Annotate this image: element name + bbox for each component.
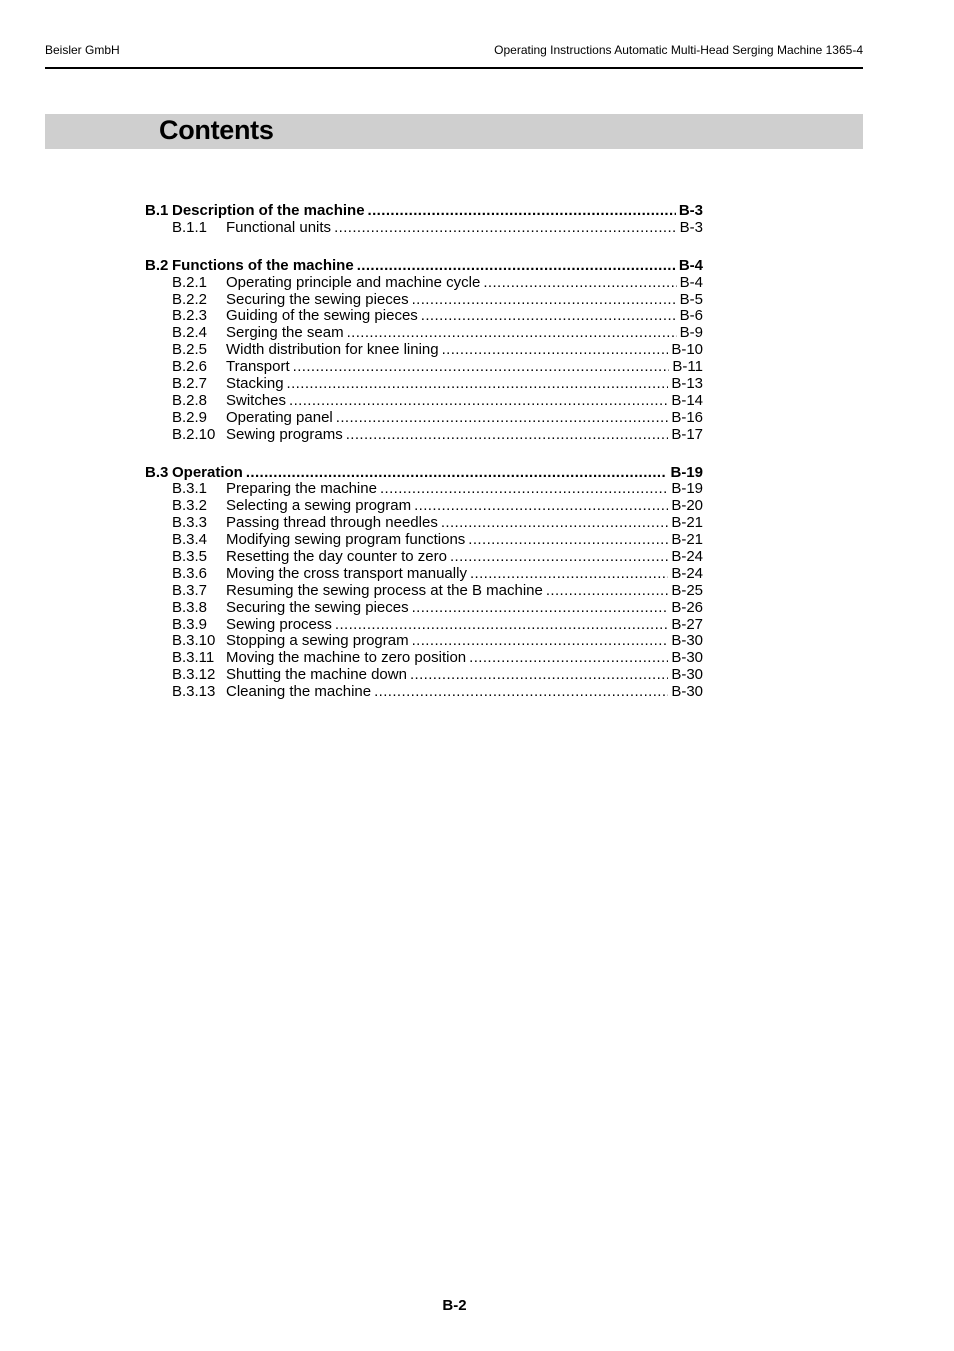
toc-entry-page: B-6: [679, 307, 703, 325]
toc-entry-page: B-19: [671, 480, 703, 498]
toc-section-entry[interactable]: [145, 684, 703, 701]
toc-entry-page: B-19: [670, 463, 703, 481]
toc-entry-page: B-21: [671, 514, 703, 532]
toc-entry-title: Shutting the machine down: [226, 666, 407, 684]
toc-dot-leader: [421, 308, 677, 325]
toc-entry-page: B-13: [671, 375, 703, 393]
toc-entry-number: B.3.3: [172, 514, 208, 532]
toc-dot-leader: [346, 427, 669, 444]
toc-section-entry[interactable]: [145, 342, 703, 359]
toc-entry-page: B-3: [678, 202, 703, 219]
toc-entry-title: Modifying sewing program functions: [226, 531, 466, 549]
toc-entry-title: Width distribution for knee lining: [226, 341, 439, 359]
toc-section-entry[interactable]: [145, 498, 703, 515]
toc-dot-leader: [469, 650, 668, 667]
toc-section-entry[interactable]: [145, 583, 703, 600]
toc-section-entry[interactable]: [145, 376, 703, 393]
toc-section-entry[interactable]: [145, 410, 703, 427]
toc-entry-number: B.2.2: [172, 290, 208, 308]
toc-entry-title: Operating panel: [226, 408, 333, 426]
toc-entry-page: B-21: [671, 531, 703, 549]
toc-dot-leader: [347, 325, 677, 342]
toc-dot-leader: [336, 410, 669, 427]
toc-section-entry[interactable]: [145, 393, 703, 410]
toc-dot-leader: [412, 600, 669, 617]
toc-dot-leader: [441, 515, 668, 532]
toc-section-entry[interactable]: [145, 515, 703, 532]
toc-entry-page: B-30: [671, 666, 703, 684]
toc-entry-page: B-4: [678, 256, 703, 274]
toc-entry-title: Moving the cross transport manually: [226, 564, 467, 582]
toc-dot-leader: [450, 549, 668, 566]
toc-section-entry[interactable]: [145, 220, 703, 237]
table-of-contents: [145, 203, 703, 722]
toc-dot-leader: [246, 465, 668, 482]
toc-entry-page: B-17: [671, 425, 703, 443]
toc-entry-page: B-26: [671, 598, 703, 616]
toc-dot-leader: [380, 481, 668, 498]
toc-entry-page: B-20: [671, 497, 703, 515]
toc-entry-number: B.2.6: [172, 358, 208, 376]
toc-dot-leader: [334, 220, 677, 237]
toc-entry-page: B-25: [671, 581, 703, 599]
toc-section-entry[interactable]: [145, 566, 703, 583]
toc-entry-page: B-14: [671, 391, 703, 409]
toc-entry-page: B-24: [671, 548, 703, 566]
toc-entry-number: B.3.11: [172, 649, 215, 667]
toc-entry-number: B.3: [145, 463, 169, 481]
toc-entry-title: Cleaning the machine: [226, 683, 372, 701]
toc-section-entry[interactable]: [145, 308, 703, 325]
toc-chapter-entry[interactable]: [145, 203, 703, 220]
toc-entry-page: B-24: [671, 564, 703, 582]
toc-entry-title: Sewing process: [226, 615, 332, 633]
toc-entry-title: Resetting the day counter to zero: [226, 548, 447, 566]
header-document-title: Operating Instructions Automatic Multi-Head Serging Machine 1365-4: [494, 43, 863, 57]
toc-entry-page: B-11: [672, 358, 703, 376]
toc-entry-number: B.1.1: [172, 218, 208, 236]
toc-entry-page: B-30: [671, 683, 703, 701]
toc-entry-page: B-4: [679, 273, 703, 291]
toc-entry-number: B.2.1: [172, 273, 208, 291]
toc-dot-leader: [374, 684, 668, 701]
toc-section-entry[interactable]: [145, 549, 703, 566]
toc-entry-number: B.3.2: [172, 497, 208, 515]
toc-section-entry[interactable]: [145, 275, 703, 292]
toc-section-entry[interactable]: [145, 427, 703, 444]
toc-section-entry[interactable]: [145, 600, 703, 617]
toc-dot-leader: [412, 292, 677, 309]
header-company: Beisler GmbH: [45, 43, 120, 57]
toc-entry-title: Stopping a sewing program: [226, 632, 409, 650]
toc-entry-number: B.3.9: [172, 615, 208, 633]
toc-entry-number: B.2.3: [172, 307, 208, 325]
toc-entry-number: B.2.9: [172, 408, 208, 426]
toc-dot-leader: [410, 667, 668, 684]
toc-entry-number: B.2.7: [172, 375, 208, 393]
toc-chapter-group: [145, 203, 703, 237]
toc-chapter-group: [145, 465, 703, 701]
toc-section-entry[interactable]: [145, 359, 703, 376]
header-divider: [45, 67, 863, 69]
toc-entry-title: Securing the sewing pieces: [226, 290, 409, 308]
toc-entry-number: B.3.13: [172, 683, 216, 701]
toc-entry-number: B.3.10: [172, 632, 216, 650]
toc-entry-number: B.3.1: [172, 480, 208, 498]
toc-entry-number: B.3.4: [172, 531, 208, 549]
toc-section-entry[interactable]: [145, 292, 703, 309]
page-title: Contents: [159, 115, 274, 145]
toc-entry-page: B-30: [671, 632, 703, 650]
toc-dot-leader: [368, 203, 676, 220]
toc-chapter-group: [145, 258, 703, 444]
toc-entry-title: Switches: [226, 391, 287, 409]
toc-entry-title: Moving the machine to zero position: [226, 649, 467, 667]
toc-entry-title: Transport: [226, 358, 290, 376]
toc-dot-leader: [357, 258, 676, 275]
toc-dot-leader: [414, 498, 668, 515]
toc-entry-title: Operation: [172, 463, 243, 481]
toc-entry-title: Functional units: [226, 218, 332, 236]
toc-entry-title: Operating principle and machine cycle: [226, 273, 481, 291]
toc-entry-number: B.2.5: [172, 341, 208, 359]
toc-entry-title: Resuming the sewing process at the B machine: [226, 581, 543, 599]
toc-entry-title: Securing the sewing pieces: [226, 598, 409, 616]
toc-section-entry[interactable]: [145, 325, 703, 342]
toc-entry-page: B-27: [671, 615, 703, 633]
toc-entry-number: B.3.12: [172, 666, 216, 684]
toc-entry-title: Passing thread through needles: [226, 514, 438, 532]
toc-dot-leader: [468, 532, 668, 549]
toc-entry-number: B.3.5: [172, 548, 208, 566]
page-number: B-2: [442, 1297, 467, 1314]
toc-chapter-entry[interactable]: [145, 465, 703, 482]
toc-section-entry[interactable]: [145, 650, 703, 667]
toc-dot-leader: [287, 376, 669, 393]
toc-dot-leader: [442, 342, 669, 359]
toc-dot-leader: [293, 359, 670, 376]
toc-entry-number: B.2.8: [172, 391, 208, 409]
toc-chapter-entry[interactable]: [145, 258, 703, 275]
toc-entry-number: B.3.6: [172, 564, 208, 582]
toc-entry-page: B-16: [671, 408, 703, 426]
toc-dot-leader: [289, 393, 668, 410]
toc-entry-number: B.2: [145, 256, 169, 274]
toc-dot-leader: [546, 583, 668, 600]
toc-dot-leader: [412, 633, 669, 650]
toc-section-entry[interactable]: [145, 617, 703, 634]
toc-entry-page: B-30: [671, 649, 703, 667]
toc-section-entry[interactable]: [145, 667, 703, 684]
toc-entry-title: Selecting a sewing program: [226, 497, 412, 515]
toc-entry-number: B.3.8: [172, 598, 208, 616]
toc-entry-number: B.1: [145, 202, 169, 219]
toc-entry-number: B.2.10: [172, 425, 216, 443]
toc-entry-number: B.3.7: [172, 581, 208, 599]
toc-entry-number: B.2.4: [172, 324, 208, 342]
toc-section-entry[interactable]: [145, 633, 703, 650]
toc-entry-page: B-9: [679, 324, 703, 342]
toc-dot-leader: [470, 566, 668, 583]
toc-dot-leader: [483, 275, 676, 292]
toc-entry-title: Sewing programs: [226, 425, 343, 443]
toc-dot-leader: [335, 617, 668, 634]
toc-entry-title: Serging the seam: [226, 324, 344, 342]
toc-entry-title: Functions of the machine: [172, 256, 354, 274]
toc-entry-title: Guiding of the sewing pieces: [226, 307, 418, 325]
toc-section-entry[interactable]: [145, 532, 703, 549]
toc-entry-title: Stacking: [226, 375, 284, 393]
toc-entry-page: B-10: [671, 341, 703, 359]
toc-entry-title: Preparing the machine: [226, 480, 377, 498]
toc-section-entry[interactable]: [145, 481, 703, 498]
toc-entry-page: B-5: [679, 290, 703, 308]
toc-entry-page: B-3: [679, 218, 703, 236]
toc-entry-title: Description of the machine: [172, 202, 365, 219]
contents-banner: [45, 114, 863, 149]
